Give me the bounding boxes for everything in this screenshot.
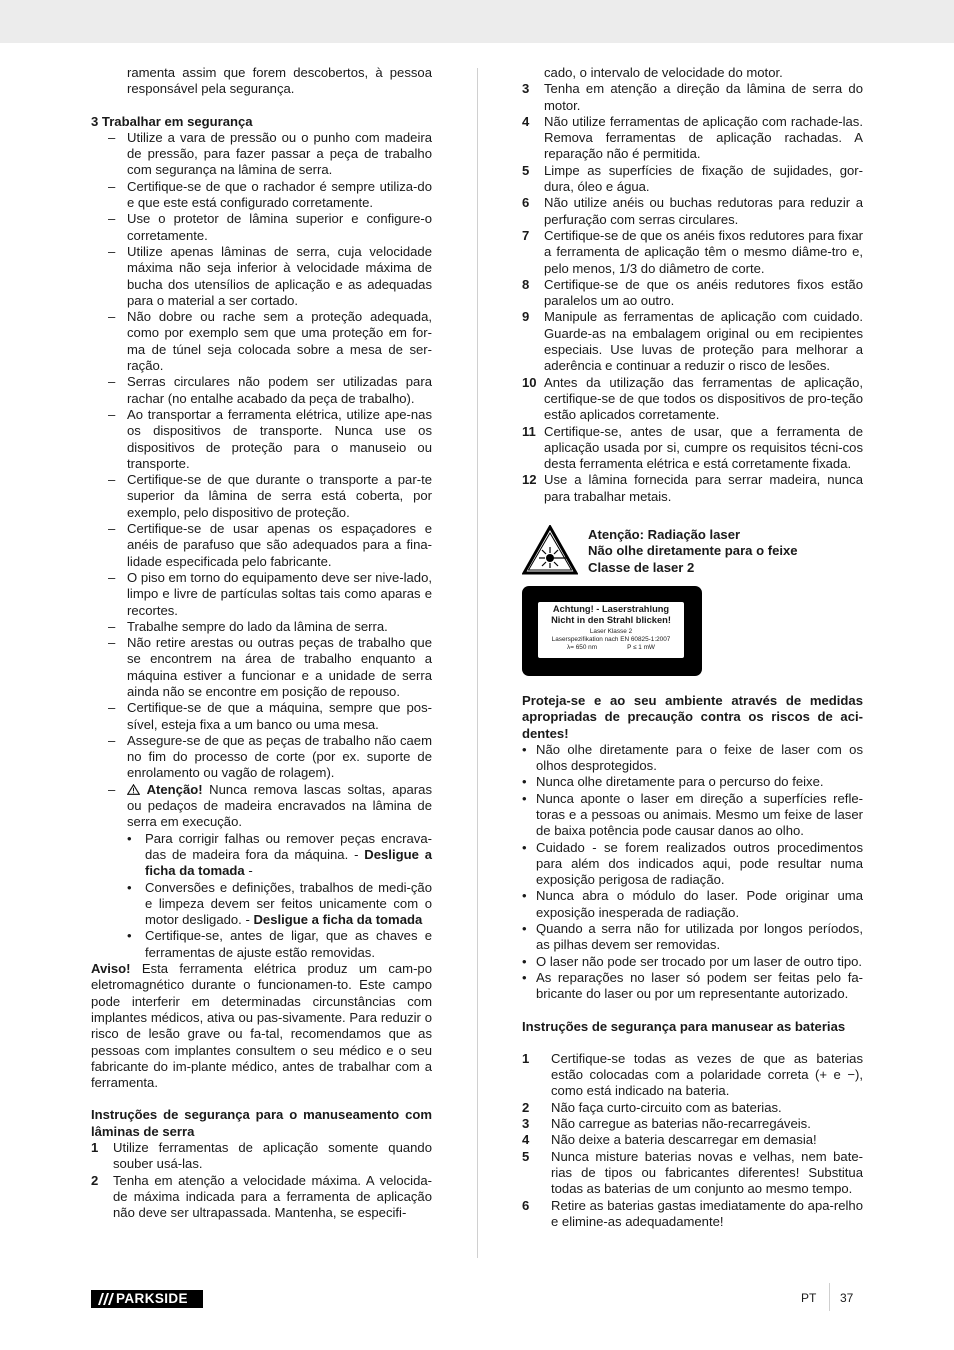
attention-label: Atenção! xyxy=(146,781,203,797)
continuation-text: cado, o intervalo de velocidade do motor. xyxy=(544,65,783,80)
list-item: – Serras circulares não podem ser utilizadas para rachar (no entalhe acabado da peça de trabalho). xyxy=(91,374,432,407)
list-item: • O laser não pode ser trocado por um laser de outro tipo. xyxy=(522,954,863,970)
laser-warning xyxy=(522,525,863,576)
list-item: 11 Certifique-se, antes de usar, que a ferramenta de aplicação usada por si, cumpre os requisitos técni-cos desta ferramenta elétrica e está corretamente fixada. xyxy=(522,423,863,472)
list-item: 2 Tenha em atenção a velocidade máxima. A velocida-de máxima indicada para a ferramenta de aplicação não deve ser ultrapassada. Mantenha, se especifi- xyxy=(91,1172,432,1221)
list-item: 5 Limpe as superfícies de fixação de sujidades, gor-dura, óleo e água. xyxy=(522,162,863,195)
list-item: 6 Retire as baterias gastas imediatamente do apa-relho e elimine-as adequadamente! xyxy=(522,1197,863,1229)
sub-item: • Para corrigir falhas ou remover peças encrava-das de madeira fora da máquina. - Desligue a ficha da tomada - xyxy=(91,831,432,880)
list-item: – Certifique-se de que o rachador é sempre utiliza-do e que este está configurado corretamente. xyxy=(91,179,432,212)
parkside-slashes-icon xyxy=(94,1290,116,1308)
list-item: 2 Não faça curto-circuito com as baterias. xyxy=(522,1099,782,1115)
list-item: • Nunca abra o módulo do laser. Pode originar uma exposição inesperada de radiação. xyxy=(522,888,863,921)
list-item: 3 Não carregue as baterias não-recarregáveis. xyxy=(522,1116,811,1132)
list-item: 6 Não utilize anéis ou buchas redutoras para reduzir a perfuração com serras circulares. xyxy=(522,195,863,227)
sub-item: • Certifique-se, antes de ligar, que as chaves e ferramentas de ajuste estão removidas. xyxy=(91,928,432,961)
list-item: – Não retire arestas ou outras peças de trabalho que se encontrem na área de trabalho enquanto a máquina estiver a funcionar e a unidade de serra ainda não se encontre em posição de repouso. xyxy=(91,635,432,700)
right-column xyxy=(522,65,863,1230)
warning-triangle-icon xyxy=(127,784,140,795)
list-item: 8 Certifique-se de que os anéis redutores fixos estão paralelos um ao outro. xyxy=(522,276,863,309)
list-item: – Certifique-se de usar apenas os espaçadores e anéis de parafuso que são adequados para a fina-lidade especificada pelo fabricante. xyxy=(91,521,432,570)
list-item: 4 Não deixe a bateria descarregar em demasia! xyxy=(522,1132,817,1148)
laser-warning-text: Atenção: Radiação laser Não olhe diretamente para o feixe Classe de laser 2 xyxy=(588,527,798,575)
section-3-title: 3 Trabalhar em segurança xyxy=(91,113,253,129)
column-divider xyxy=(477,68,478,1258)
list-item: – Use o protetor de lâmina superior e configure-o corretamente. xyxy=(91,211,432,244)
list-item: • Não olhe diretamente para o feixe de laser com os olhos desprotegidos. xyxy=(522,742,863,775)
section-3-list xyxy=(91,130,432,961)
attention-item xyxy=(91,782,432,831)
list-item: – Ao transportar a ferramenta elétrica, utilize ape-nas os dispositivos de transporte. Nunca use os dispositivos de proteção para o manuseio ou transporte. xyxy=(91,407,432,472)
list-item: 4 Não utilize ferramentas de aplicação com rachade-las. Remova ferramentas de aplicação rachadas. A reparação não é permitida. xyxy=(522,113,863,162)
list-item: 1 Utilize ferramentas de aplicação somente quando souber usá-las. xyxy=(91,1140,432,1172)
list-item: – Utilize a vara de pressão ou o punho com madeira de pressão, para fazer passar a peça de trabalho com segurança na lâmina de serra. xyxy=(91,130,432,179)
parkside-logo xyxy=(91,1290,203,1308)
laser-bullet-list xyxy=(522,742,863,1003)
list-item: – Trabalhe sempre do lado da lâmina de serra. xyxy=(91,619,432,635)
list-item: – Certifique-se de que durante o transporte a par-te superior da lâmina de serra está coberta, por exemplo, pelo dispositivo de proteção. xyxy=(91,472,432,521)
batteries-section-title: Instruções de segurança para manusear as baterias xyxy=(522,1018,846,1034)
list-item: 12 Use a lâmina fornecida para serrar madeira, nunca para trabalhar metais. xyxy=(522,472,863,504)
language-code: PT xyxy=(801,1291,817,1305)
list-item: – Certifique-se de que a máquina, sempre que pos-sível, esteja fixa a um banco ou uma mesa. xyxy=(91,700,432,733)
blades-section-title: Instruções de segurança para o manuseamento com lâminas de serra xyxy=(91,1107,432,1139)
list-item: • Quando a serra não for utilizada por longos períodos, as pilhas devem ser removidas. xyxy=(522,921,863,954)
list-item: • Nunca aponte o laser em direção a superfícies refle-toras e a pessoas ou animais. Mesmo um feixe de laser de baixa potência pode causar danos ao olho. xyxy=(522,791,863,840)
list-item: – Não dobre ou rache sem a proteção adequada, como por exemplo sem que uma proteção em for-ma de túnel seja colocada sobre a mesa de ser-ração. xyxy=(91,309,432,374)
attention-text: Nunca remova lascas soltas, aparas ou pedaços de madeira encravados na lâmina de serra em execução. xyxy=(127,781,432,830)
protect-title: Proteja-se e ao seu ambiente através de medidas apropriadas de precaução contra os riscos de aci-dentes! xyxy=(522,692,863,741)
list-item: – Utilize apenas lâminas de serra, cuja velocidade máxima não seja inferior à velocidade máxima de bucha dos utensílios de aplicação e as adequadas para o material a ser cortado. xyxy=(91,244,432,309)
list-item: • Nunca olhe diretamente para o percurso do feixe. xyxy=(522,774,863,790)
aviso-paragraph: Aviso! Esta ferramenta elétrica produz um cam-po eletromagnético durante o funcionamen-to. Este campo pode interferir em determinadas circunstâncias com implantes médicos, ativa ou pas-sivamente. Para reduzir o risco de lesão grave ou fa-tal, recomendamos que as pessoas com implantes consultem o seu médico e o seu fabricante do im-plante médico, antes de trabalhar com a ferramenta. xyxy=(91,961,432,1091)
list-item: 7 Certifique-se de que os anéis fixos redutores para fixar a ferramenta de aplicação têm o mesmo diâme-tro e, pelo menos, 1/3 do diâmetro de corte. xyxy=(522,227,863,276)
list-item: 3 Tenha em atenção a direção da lâmina de serra do motor. xyxy=(522,81,863,113)
intro-continuation: ramenta assim que forem descobertos, à pessoa responsável pela segurança. xyxy=(127,65,432,97)
list-item: • Cuidado - se forem realizados outros procedimentos para além dos indicados aqui, pode resultar numa exposição perigosa de radiação. xyxy=(522,840,863,889)
list-item: – Assegure-se de que as peças de trabalho não caem no fim do processo de corte (por ex. suporte de enrolamento ou vagão de rolagem). xyxy=(91,733,432,782)
laser-warning-icon xyxy=(522,525,578,575)
top-bar xyxy=(0,0,954,43)
left-column xyxy=(91,65,432,1221)
footer-separator xyxy=(829,1283,830,1311)
list-item: • As reparações no laser só podem ser feitas pelo fa-bricante do laser ou por um representante autorizado. xyxy=(522,970,863,1003)
list-item: 5 Nunca misture baterias novas e velhas, nem bate-rias de tipos ou fabricantes diferentes! Substitua todas as baterias de um conjunto ao mesmo tempo. xyxy=(522,1148,863,1197)
brand-name: PARKSIDE xyxy=(116,1291,188,1306)
list-item: 9 Manipule as ferramentas de aplicação com cuidado. Guarde-as na embalagem original ou em recipientes especiais. Use luvas de proteção para melhorar a aderência e continuar a reduzir o risco de lesões. xyxy=(522,309,863,374)
list-item: – O piso em torno do equipamento deve ser nive-lado, limpo e livre de partículas soltas tais como aparas e recortes. xyxy=(91,570,432,619)
sub-item: • Conversões e definições, trabalhos de medi-ção e limpeza devem ser feitos unicamente com o motor desligado. - Desligue a ficha da tomada xyxy=(91,880,432,929)
list-item: 1 Certifique-se todas as vezes de que as baterias estão colocadas com a polaridade correta (+ e −), como está indicado na bateria. xyxy=(522,1050,863,1099)
laser-class-label: Achtung! - Laserstrahlung Nicht in den Strahl blicken! Laser Klasse 2 Laserspezifikation nach EN 60825-1:2007 λ= 650 nm P ≤ 1 mW xyxy=(522,586,702,676)
list-item: 10 Antes da utilização das ferramentas de aplicação, certifique-se de que todos os dispositivos de pro-teção estão aplicados corretamente. xyxy=(522,374,863,423)
page-number: 37 xyxy=(840,1291,854,1305)
